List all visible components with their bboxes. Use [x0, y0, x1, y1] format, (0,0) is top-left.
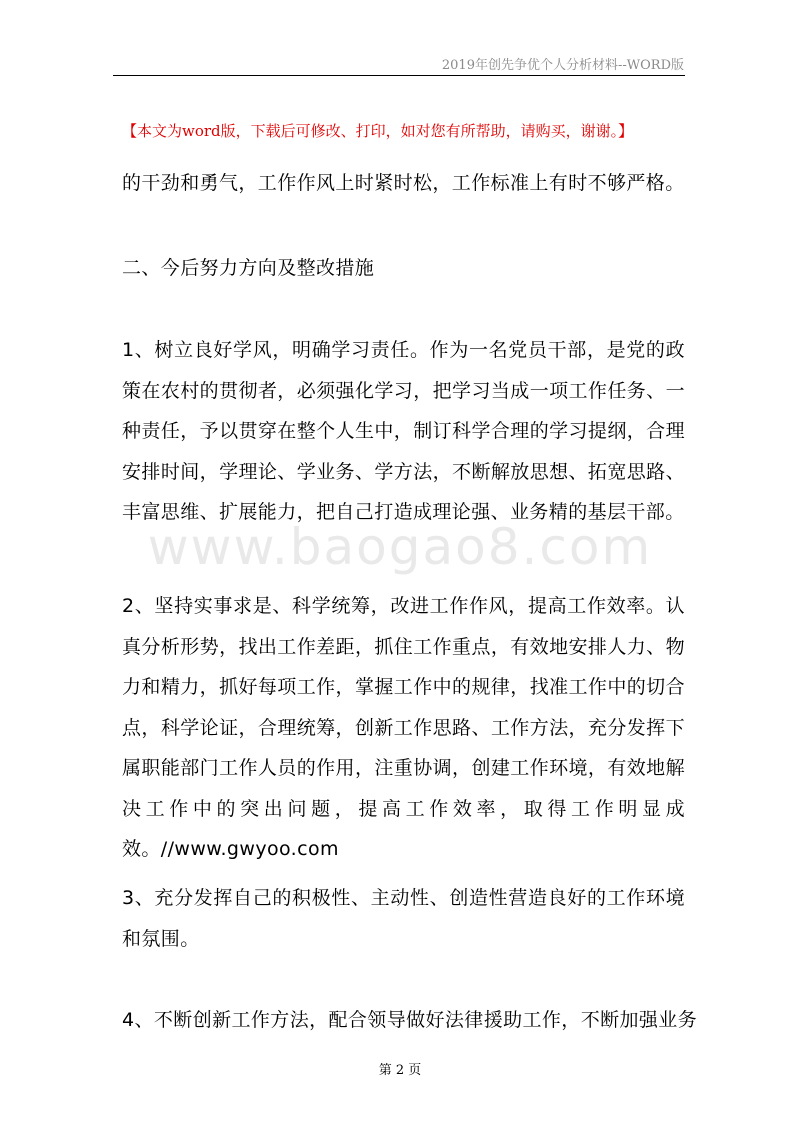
- paragraph-continuation: 的干劲和勇气，工作作风上时紧时松，工作标准上有时不够严格。: [122, 172, 685, 194]
- section-heading: 二、今后努力方向及整改措施: [122, 257, 375, 279]
- paragraph-item-1: 1、树立良好学风，明确学习责任。作为一名党员干部，是党的政策在农村的贯彻者，必须强化学习，把学习当成一项工作任务、一种责任，予以贯穿在整个人生中，制订科学合理的学习提纲，合理安排时间，学理论、学业务、学方法，不断解放思想、拓宽思路、丰富思维、扩展能力，把自己打造成理论强、业务精的基层干部。: [122, 339, 685, 523]
- paragraph-item-4: 4、不断创新工作方法，配合领导做好法律援助工作，不断加强业务: [122, 1009, 698, 1031]
- header-title: 2019年创先争优个人分析材料--WORD版: [441, 58, 684, 73]
- page-number: 第 2 页: [378, 1063, 422, 1078]
- header-divider: [113, 75, 685, 76]
- paragraph-item-2: 2、坚持实事求是、科学统筹，改进工作作风，提高工作效率。认真分析形势，找出工作差距，抓住工作重点，有效地安排人力、物力和精力，抓好每项工作，掌握工作中的规律，找准工作中的切合点，科学论证，合理统筹，创新工作思路、工作方法，充分发挥下属职能部门工作人员的作用，注重协调，创建工作环境，有效地解决工作中的突出问题，提高工作效率，取得工作明显成效。//www.gwyoo.com: [122, 595, 685, 860]
- watermark: www.baogao8.com: [147, 518, 653, 576]
- paragraph-item-3: 3、充分发挥自己的积极性、主动性、创造性营造良好的工作环境和氛围。: [122, 887, 685, 950]
- notice-text: 【本文为word版，下载后可修改、打印，如对您有所帮助，请购买，谢谢。】: [122, 122, 634, 140]
